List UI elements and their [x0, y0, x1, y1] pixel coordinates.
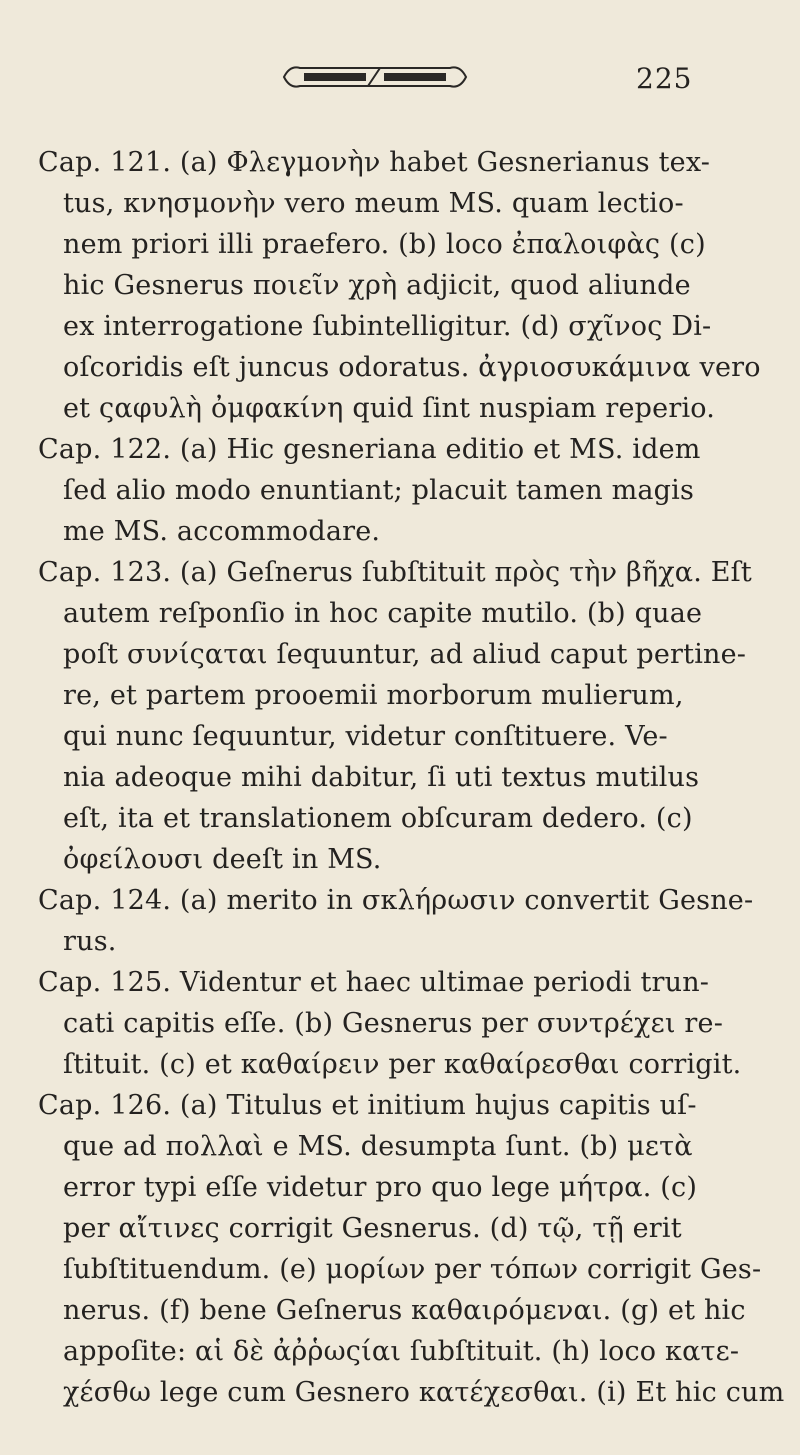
text-line: que ad πολλαὶ e MS. desumpta ſunt. (b) μετὰ — [63, 1131, 693, 1162]
text-line: me MS. accommodare. — [63, 516, 381, 547]
text-line: error typi eſſe videtur pro quo lege μήτρα. (c) — [63, 1172, 698, 1203]
page-number: 225 — [636, 62, 693, 95]
text-line: poſt συνίςαται ſequuntur, ad aliud caput pertine- — [63, 639, 747, 670]
text-line: et ςαφυλὴ ὀμφακίνη quid ſint nuspiam reperio. — [63, 393, 716, 424]
text-line: rus. — [63, 926, 117, 957]
text-line: ſed alio modo enuntiant; placuit tamen magis — [63, 475, 695, 506]
text-line: autem reſponſio in hoc capite mutilo. (b) quae — [63, 598, 703, 629]
text-line: eſt, ita et translationem obſcuram dedero. (c) — [63, 803, 693, 834]
text-line: appoſite: αἱ δὲ ἀῤῥωςίαι ſubſtituit. (h) loco κατε- — [63, 1336, 740, 1367]
text-line: Cap. 123. (a) Geſnerus ſubſtituit πρὸς τὴν βῆχα. Eſt — [38, 557, 752, 588]
text-line: nem priori illi praefero. (b) loco ἐπαλοιφὰς (c) — [63, 229, 706, 260]
text-line: ſtituit. (c) et καθαίρειν per καθαίρεσθαι corrigit. — [63, 1049, 742, 1080]
text-line: nia adeoque mihi dabitur, ſi uti textus mutilus — [63, 762, 700, 793]
text-line: Cap. 125. Videntur et haec ultimae periodi trun- — [38, 967, 710, 998]
text-line: Cap. 121. (a) Φλεγμονὴν habet Gesnerianus tex- — [38, 147, 711, 178]
text-line: qui nunc ſequuntur, videtur conſtituere. Ve- — [63, 721, 668, 752]
text-line: per αἴτινες corrigit Gesnerus. (d) τῷ, τῇ erit — [63, 1213, 682, 1244]
text-line: re, et partem prooemii morborum mulierum, — [63, 680, 684, 711]
text-line: ὀφείλουσι deeſt in MS. — [63, 844, 382, 875]
text-line: ſubſtituendum. (e) μορίων per τόπων corrigit Ges- — [63, 1254, 762, 1285]
text-line: Cap. 122. (a) Hic gesneriana editio et MS. idem — [38, 434, 701, 465]
header-ornament — [280, 62, 470, 92]
text-line: hic Gesnerus ποιεῖν χρὴ adjicit, quod aliunde — [63, 270, 691, 301]
text-line: Cap. 124. (a) merito in σκλήρωσιν convertit Gesne- — [38, 885, 754, 916]
text-line: tus, κνησμονὴν vero meum MS. quam lectio- — [63, 188, 684, 219]
text-line: χέσθω lege cum Gesnero κατέχεσθαι. (i) Et hic cum — [63, 1377, 785, 1408]
text-line: ex interrogatione ſubintelligitur. (d) σχῖνος Di- — [63, 311, 712, 342]
text-line: Cap. 126. (a) Titulus et initium hujus capitis uſ- — [38, 1090, 697, 1121]
text-line: oſcoridis eſt juncus odoratus. ἀγριοσυκάμινα vero — [63, 352, 761, 383]
text-line: nerus. (f) bene Geſnerus καθαιρόμεναι. (g) et hic — [63, 1295, 746, 1326]
text-line: cati capitis eſſe. (b) Gesnerus per συντρέχει re- — [63, 1008, 724, 1039]
